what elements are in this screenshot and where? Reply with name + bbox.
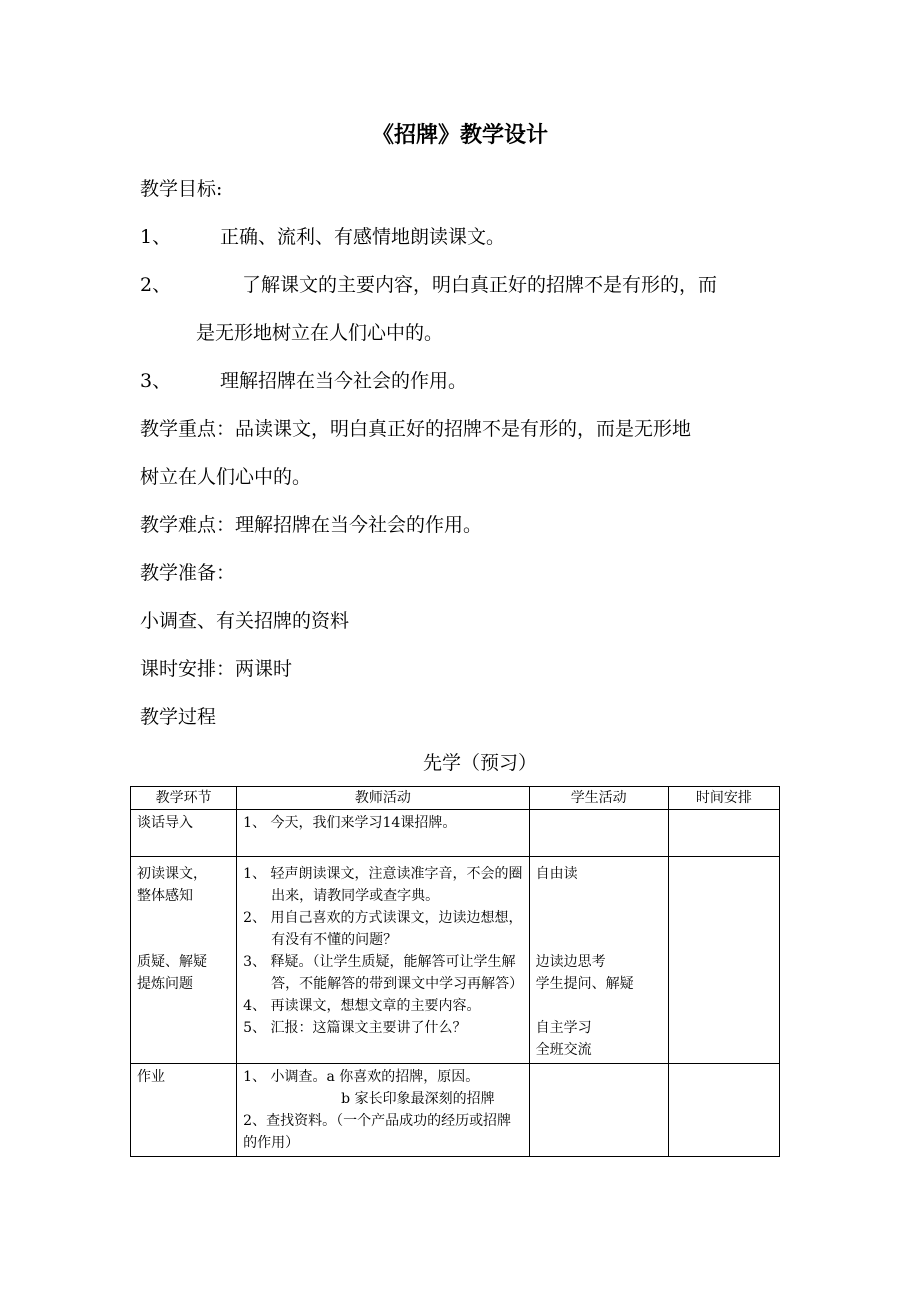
goal-item-2 xyxy=(140,270,717,297)
table-caption: 先学（预习） xyxy=(422,752,537,774)
teacher-step: 4、 再读课文，想想文章的主要内容。 xyxy=(243,998,481,1014)
stage-cell: 谈话导入 xyxy=(131,810,237,857)
header-time: 时间安排 xyxy=(668,787,779,810)
goal-number: 1、 xyxy=(140,226,172,248)
key-point-line-1: 教学重点：品读课文，明白真正好的招牌不是有形的，而是无形地 xyxy=(140,418,692,440)
header-teacher: 教师活动 xyxy=(237,787,529,810)
stage-label: 质疑、解疑 xyxy=(137,954,207,970)
teacher-cell xyxy=(237,1064,529,1157)
teacher-step: 2、 用自己喜欢的方式读课文，边读边想想，有没有不懂的问题？ xyxy=(243,910,523,948)
homework-subitem: b 家长印象最深刻的招牌 xyxy=(341,1091,495,1107)
stage-cell: 作业 xyxy=(131,1064,237,1157)
goal-item-2-continued: 是无形地树立在人们心中的。 xyxy=(196,322,444,344)
student-cell xyxy=(529,1064,668,1157)
spacer xyxy=(137,907,230,951)
table-row xyxy=(131,810,780,857)
key-point-line-2: 树立在人们心中的。 xyxy=(140,466,312,488)
goal-text: 了解课文的主要内容，明白真正好的招牌不是有形的，而 xyxy=(242,274,718,296)
table-row xyxy=(131,857,780,1064)
difficulty: 教学难点：理解招牌在当今社会的作用。 xyxy=(140,514,483,536)
goal-number: 3、 xyxy=(140,370,172,392)
prep-content: 小调查、有关招牌的资料 xyxy=(140,610,350,632)
goal-item-1 xyxy=(140,222,505,249)
header-stage: 教学环节 xyxy=(131,787,237,810)
goal-number: 2、 xyxy=(140,274,172,296)
teacher-step: 5、 汇报：这篇课文主要讲了什么？ xyxy=(243,1020,467,1036)
stage-label: 提炼问题 xyxy=(137,976,193,992)
table-row xyxy=(131,1064,780,1157)
goals-heading: 教学目标: xyxy=(140,178,223,200)
stage-label: 初读课文， xyxy=(137,866,207,882)
schedule: 课时安排：两课时 xyxy=(140,658,293,680)
goal-text: 理解招牌在当今社会的作用。 xyxy=(220,370,468,392)
student-activity: 全班交流 xyxy=(535,1042,592,1058)
goal-text: 正确、流利、有感情地朗读课文。 xyxy=(220,226,506,248)
table-header-row xyxy=(131,787,780,810)
header-student: 学生活动 xyxy=(529,787,668,810)
stage-label: 整体感知 xyxy=(137,888,193,904)
time-cell xyxy=(668,810,779,857)
document-title: 《招牌》教学设计 xyxy=(371,122,548,148)
student-activity: 边读边思考 xyxy=(535,954,606,970)
teacher-step: 1、 轻声朗读课文，注意读准字音，不会的圈出来，请教同学或查字典。 xyxy=(243,866,523,904)
time-cell xyxy=(668,857,779,1064)
student-cell xyxy=(529,857,668,1064)
spacer xyxy=(536,995,662,1017)
student-activity: 自主学习 xyxy=(535,1020,592,1036)
lesson-table xyxy=(130,786,780,1157)
stage-cell xyxy=(131,857,237,1064)
homework-item: 2、查找资料。（一个产品成功的经历或招牌的作用） xyxy=(243,1113,512,1151)
student-activity: 自由读 xyxy=(535,866,578,882)
goal-item-3 xyxy=(140,366,467,393)
student-activity: 学生提问、解疑 xyxy=(535,976,634,992)
teacher-cell xyxy=(237,857,529,1064)
process-heading: 教学过程 xyxy=(140,706,217,728)
teacher-step: 3、 释疑。（让学生质疑，能解答可让学生解答，不能解答的带到课文中学习再解答） xyxy=(243,954,524,992)
spacer xyxy=(536,885,662,951)
student-cell xyxy=(529,810,668,857)
time-cell xyxy=(668,1064,779,1157)
homework-item: 1、 小调查。a 你喜欢的招牌，原因。 xyxy=(243,1069,480,1085)
teacher-cell: 1、 今天，我们来学习14课招牌。 xyxy=(237,810,529,857)
prep-heading: 教学准备： xyxy=(140,562,236,584)
